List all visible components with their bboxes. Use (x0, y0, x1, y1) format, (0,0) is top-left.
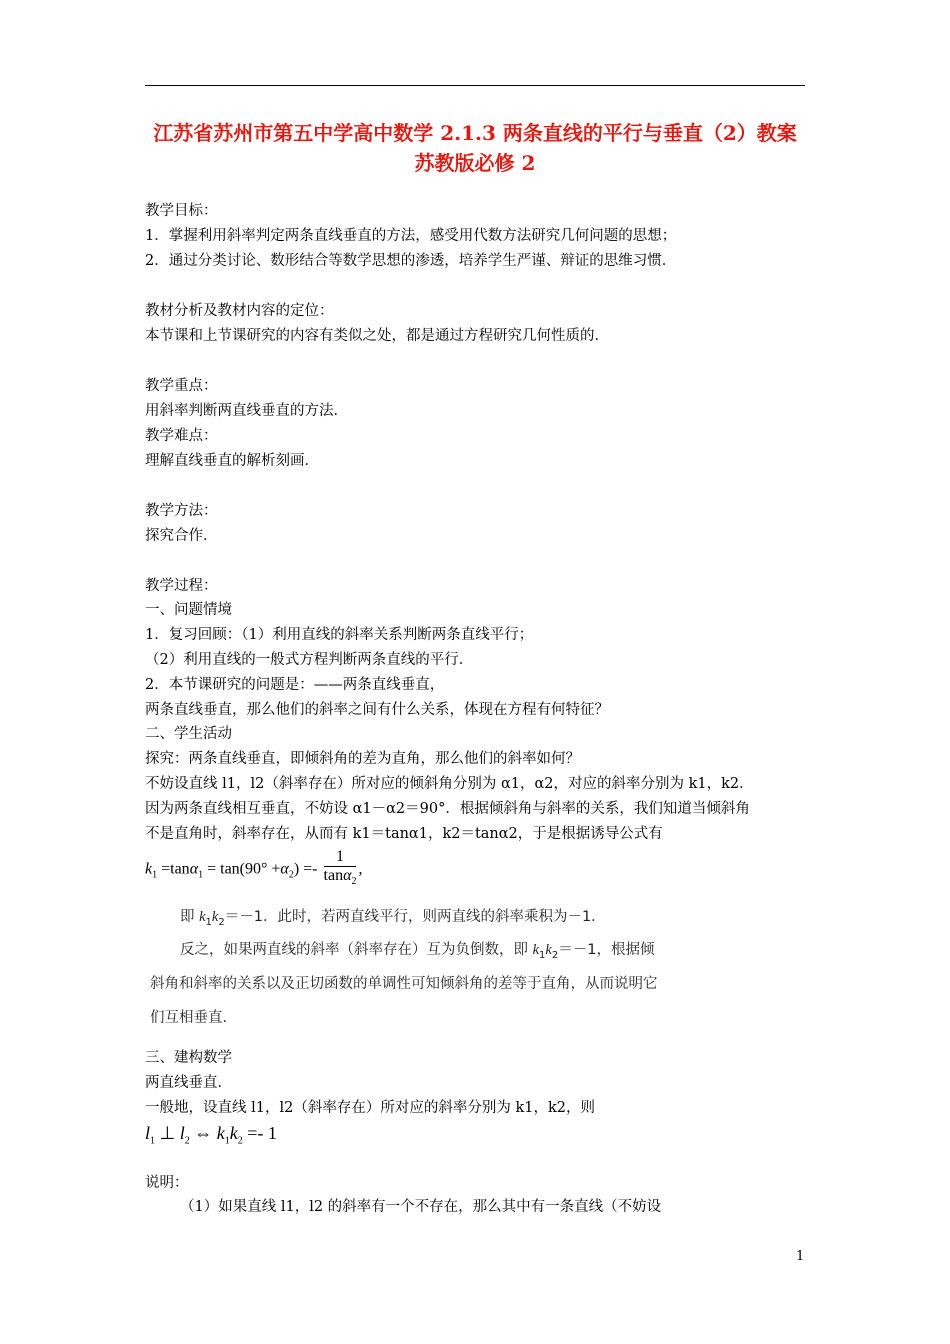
text-line: 两条直线垂直，那么他们的斜率之间有什么关系，体现在方程有何特征？ (145, 702, 609, 718)
text-line: 1．复习回顾：（1）利用直线的斜率关系判断两条直线平行； (145, 627, 534, 643)
text-line: 本节课和上节课研究的内容有类似之处，都是通过方程研究几何性质的． (145, 328, 609, 344)
text-line: 教学过程： (145, 578, 218, 594)
text-line: 教学目标： (145, 203, 218, 219)
text-line: 2．通过分类讨论、数形结合等数学思想的渗透，培养学生严谨、辩证的思维习惯． (145, 253, 677, 269)
text-line: 一般地，设直线 l1，l2（斜率存在）所对应的斜率分别为 k1，k2，则 (145, 1100, 595, 1116)
text-line: 探究：两条直线垂直，即倾斜角的差为直角，那么他们的斜率如何？ (145, 751, 580, 767)
text-line: 不是直角时，斜率存在，从而有 k1＝tanα1，k2＝tanα2，于是根据诱导公式有 (145, 826, 663, 842)
scanned-line: 即 $k_1k_2=-1$．此时，若两直线平行，则两直线的斜率乘积为－1． (180, 909, 606, 928)
text-line: 教学重点： (145, 378, 218, 394)
scanned-line: 斜角和斜率的关系以及正切函数的单调性可知倾斜角的差等于直角，从而说明它 (150, 976, 658, 992)
text-line: 1．掌握利用斜率判定两条直线垂直的方法，感受用代数方法研究几何问题的思想； (145, 228, 677, 244)
text-line: 因为两条直线相互垂直，不妨设 α1－α2＝90°．根据倾斜角与斜率的关系，我们知道当倾斜角 (145, 801, 750, 817)
text-line: 用斜率判断两直线垂直的方法． (145, 403, 348, 419)
text-line: （1）如果直线 l1，l2 的斜率有一个不存在，那么其中有一条直线（不妨设 (180, 1199, 662, 1215)
text-line: 教学方法： (145, 503, 218, 519)
text-line: 不妨设直线 l1，l2（斜率存在）所对应的倾斜角分别为 α1，α2，对应的斜率分别为 k1，k2． (145, 776, 754, 792)
text-line: 三、建构数学 (145, 1050, 232, 1066)
text-line: 一、问题情境 (145, 602, 232, 618)
formula-perpendicular: $l_1$ ⊥ $l_2$ ⇔ $k_1k_2 =- 1$ (145, 1123, 277, 1147)
formula-tan: $k_1 =\tan\alpha_1 = \tan(90^\circ +\alpha_2)$ =- $\frac{1}{\tan\alpha_2}$ , (145, 848, 363, 888)
text-line: 说明： (145, 1175, 189, 1191)
text-line: 理解直线垂直的解析刻画． (145, 453, 319, 469)
text-line: 教材分析及教材内容的定位： (145, 303, 334, 319)
text-line: （2）利用直线的一般式方程判断两条直线的平行． (145, 652, 474, 668)
text-line: 探究合作． (145, 528, 218, 544)
scanned-line: 们互相垂直. (150, 1010, 228, 1026)
page-number: 1 (796, 1249, 805, 1264)
document-title: 江苏省苏州市第五中学高中数学 2.1.3 两条直线的平行与垂直（2）教案 苏教版必修 2 (153, 121, 797, 175)
scanned-line: 反之，如果两直线的斜率（斜率存在）互为负倒数，即 $k_1k_2=-1$，根据倾 (180, 942, 655, 961)
text-line: 2．本节课研究的问题是：——两条直线垂直， (145, 677, 445, 693)
text-line: 两直线垂直． (145, 1075, 232, 1091)
text-line: 教学难点： (145, 428, 218, 444)
text-line: 二、学生活动 (145, 726, 232, 742)
header-rule (145, 85, 805, 86)
